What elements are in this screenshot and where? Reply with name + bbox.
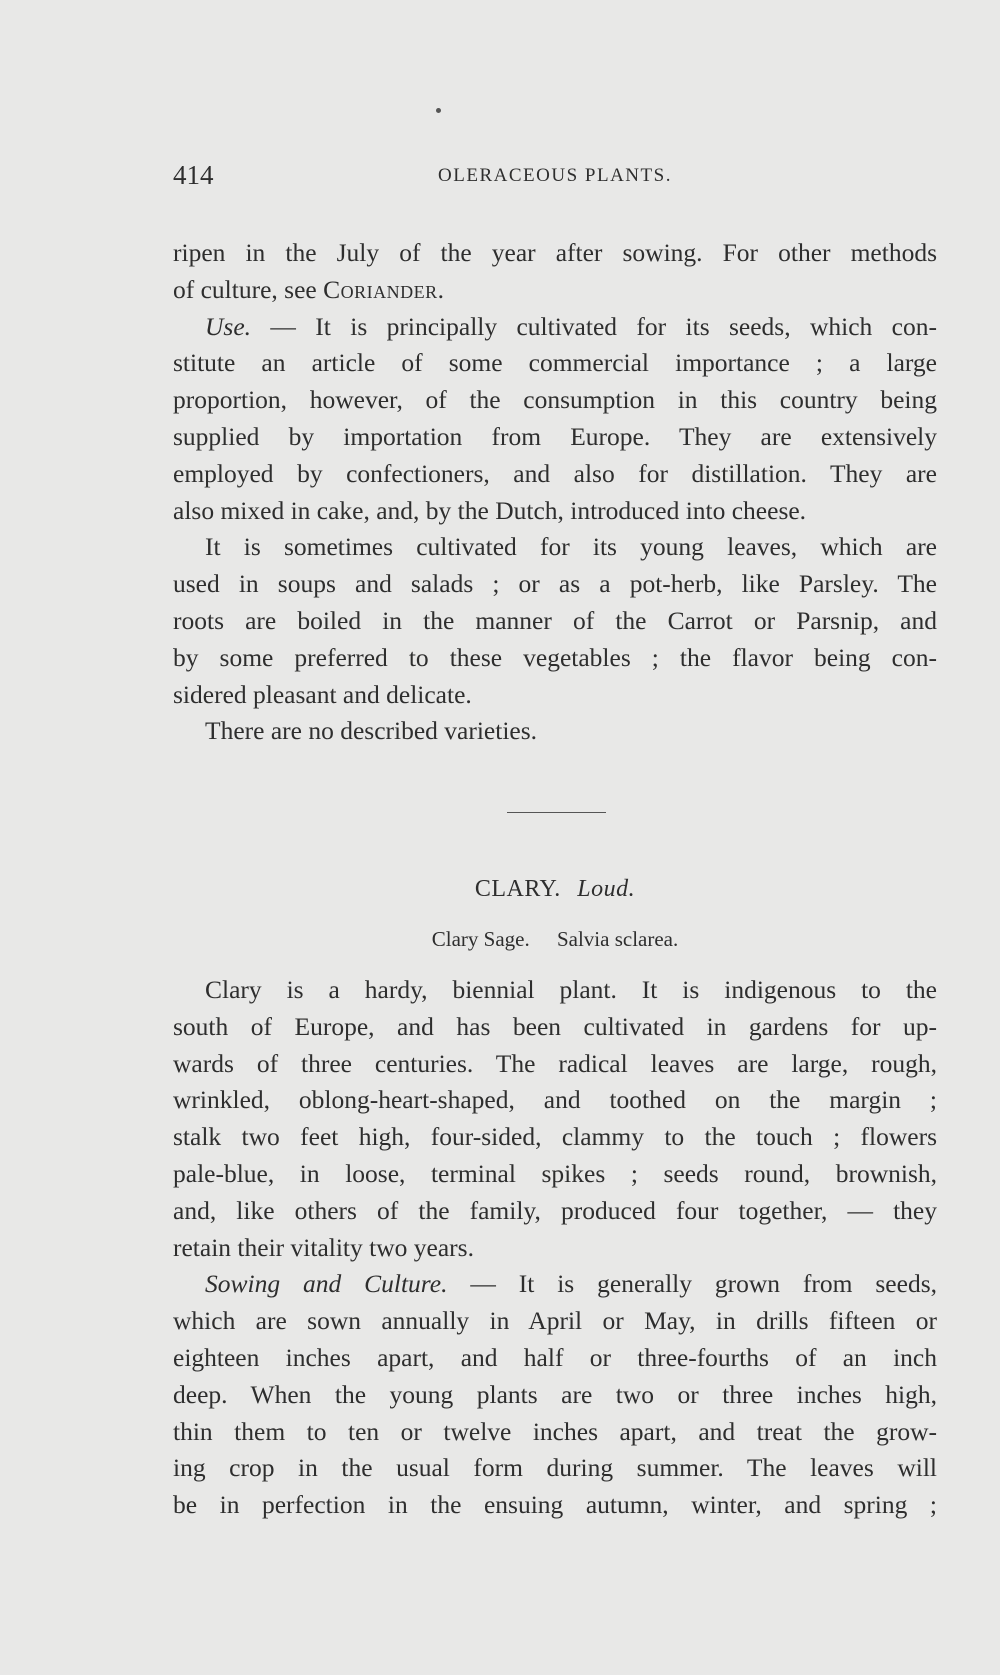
text-line — [173, 1193, 937, 1230]
text-run: which are sown annually in April or May, in drills fifteen or — [173, 1306, 937, 1336]
text-run: — It is principally cultivated for its seeds, which con- — [251, 311, 937, 341]
text-line — [173, 603, 937, 640]
text-line — [173, 272, 937, 309]
section-caraway-text — [173, 235, 937, 750]
text-run: by some preferred to these vegetables ; the flavor being con- — [173, 642, 937, 672]
text-line — [173, 1119, 937, 1156]
text-run: retain their vitality two years. — [173, 1232, 474, 1262]
entry-heading — [173, 876, 937, 903]
text-run: ripen in the July of the year after sowing. For other methods — [173, 238, 937, 267]
text-run: — It is generally grown from seeds, — [447, 1269, 937, 1299]
text-line — [173, 713, 937, 750]
text-run: thin them to ten or twelve inches apart, and treat the grow- — [173, 1416, 937, 1446]
text-run: pale-blue, in loose, terminal spikes ; seeds round, brownish, — [173, 1158, 937, 1188]
text-run: of culture, see — [173, 274, 324, 304]
section-divider — [507, 812, 606, 813]
text-run: ing crop in the usual form during summer. The leaves will — [173, 1453, 937, 1483]
text-run: roots are boiled in the manner of the Carrot or Parsnip, and — [173, 605, 937, 635]
text-run: eighteen inches apart, and half or three-fourths of an inch — [173, 1342, 937, 1372]
text-line — [173, 419, 937, 456]
running-head: OLERACEOUS PLANTS. — [438, 165, 672, 186]
text-run: and, like others of the family, produced four together, — they — [173, 1195, 937, 1225]
text-line — [173, 1414, 937, 1451]
text-line — [173, 1487, 937, 1524]
text-run: It is sometimes cultivated for its young leaves, which are — [205, 532, 937, 562]
text-line — [173, 345, 937, 382]
text-line — [173, 235, 937, 272]
text-run: Clary is a hardy, biennial plant. It is indigenous to the — [205, 975, 937, 1004]
text-line — [173, 1450, 937, 1487]
text-line — [173, 1009, 937, 1046]
text-run: deep. When the young plants are two or three inches high, — [173, 1379, 937, 1409]
text-run: employed by confectioners, and also for distillation. They are — [173, 458, 937, 488]
text-line — [173, 456, 937, 493]
entry-subheading — [173, 927, 937, 952]
text-line — [173, 1046, 937, 1083]
text-run: stitute an article of some commercial importance ; a large — [173, 348, 937, 378]
page-number: 414 — [173, 160, 214, 190]
text-line — [173, 640, 937, 677]
latin-name: Salvia sclarea. — [556, 927, 679, 951]
text-line — [173, 1266, 937, 1303]
text-line — [173, 1156, 937, 1193]
entry-title: CLARY. — [474, 876, 561, 902]
text-line — [173, 677, 937, 714]
print-speck — [436, 108, 441, 113]
text-run: stalk two feet high, four-sided, clammy to the touch ; flowers — [173, 1122, 937, 1152]
text-line — [173, 529, 937, 566]
text-line — [173, 566, 937, 603]
text-run: sidered pleasant and delicate. — [173, 679, 472, 709]
common-name: Clary Sage. — [431, 927, 530, 951]
text-line — [173, 1230, 937, 1267]
text-run: wrinkled, oblong-heart-shaped, and toothed on the margin ; — [173, 1085, 937, 1115]
entry-authority: Loud. — [577, 876, 636, 902]
text-line — [173, 972, 937, 1009]
text-run: . — [437, 274, 444, 304]
text-line — [173, 309, 937, 346]
section-clary-text — [173, 972, 937, 1524]
text-line — [173, 1377, 937, 1414]
italic-run: Sowing and Culture. — [205, 1269, 448, 1299]
text-run: supplied by importation from Europe. They are extensively — [173, 421, 937, 451]
text-run: also mixed in cake, and, by the Dutch, introduced into cheese. — [173, 495, 807, 525]
text-run: There are no described varieties. — [205, 716, 538, 746]
small-caps-run: Coriander — [323, 274, 438, 304]
text-run: be in perfection in the ensuing autumn, winter, and spring ; — [173, 1490, 937, 1520]
text-run: used in soups and salads ; or as a pot-herb, like Parsley. The — [173, 569, 937, 599]
text-line — [173, 1082, 937, 1119]
text-run: south of Europe, and has been cultivated in gardens for up- — [173, 1011, 937, 1041]
text-line — [173, 1303, 937, 1340]
text-run: wards of three centuries. The radical leaves are large, rough, — [173, 1048, 937, 1078]
text-line — [173, 382, 937, 419]
text-line — [173, 1340, 937, 1377]
text-run: proportion, however, of the consumption in this country being — [173, 385, 937, 415]
text-line — [173, 493, 937, 530]
italic-run: Use. — [205, 311, 252, 341]
